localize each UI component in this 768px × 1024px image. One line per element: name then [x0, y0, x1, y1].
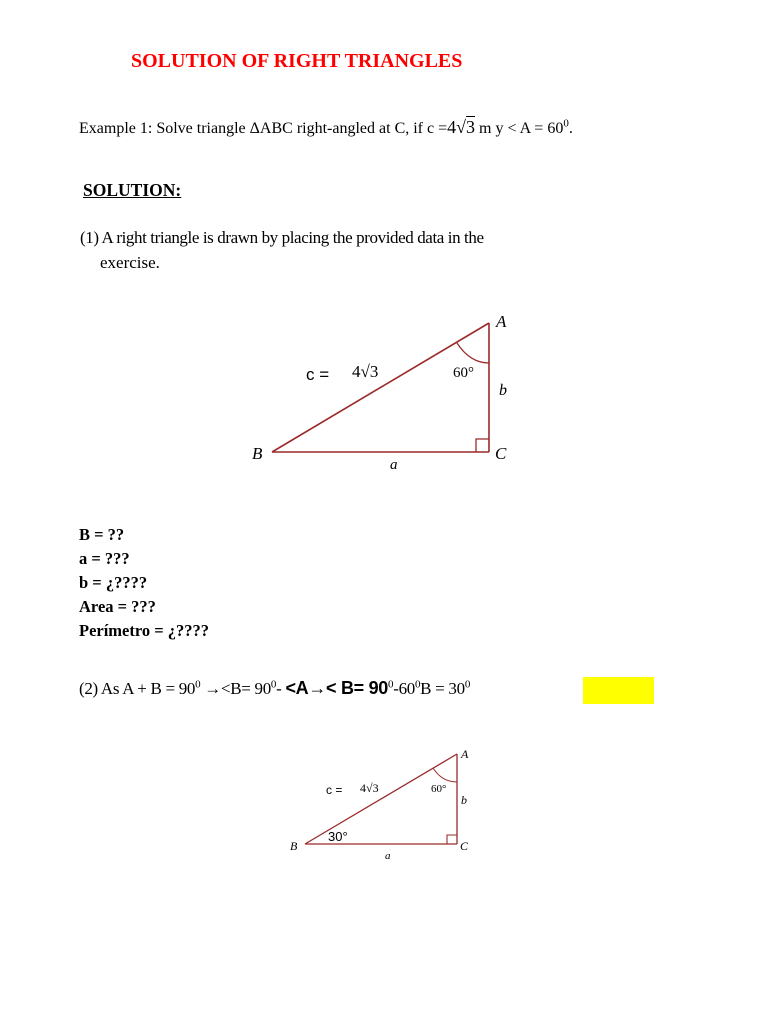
- step1-line2: exercise.: [100, 253, 160, 272]
- vertex-a-2: A: [461, 747, 469, 761]
- c-value-label-2: 4√3: [360, 781, 379, 795]
- step2-part3: -: [276, 679, 286, 698]
- solution-heading: SOLUTION:: [83, 180, 182, 200]
- step2-big: <A→< B= 90: [285, 678, 388, 698]
- step2-equation: [79, 678, 470, 699]
- angle-a-label-2: 60°: [431, 783, 447, 795]
- angle-b-label: 30°: [328, 829, 348, 844]
- side-a-label: a: [390, 457, 398, 473]
- right-angle-marker: [476, 439, 489, 452]
- question-b: B = ??: [79, 525, 125, 544]
- c-label: c =: [306, 365, 330, 384]
- triangle-figure-2: [280, 740, 490, 870]
- step2-part4: -60: [393, 679, 415, 698]
- page-title: SOLUTION OF RIGHT TRIANGLES: [131, 50, 463, 72]
- right-angle-marker-2: [447, 835, 457, 844]
- triangle-figure-1: [240, 305, 530, 485]
- example-statement: [79, 117, 573, 138]
- vertex-c-2: C: [460, 839, 469, 853]
- question-side-b: b = ¿????: [79, 573, 148, 592]
- vertex-b-2: B: [290, 839, 298, 853]
- example-mid: ABC right-angled at C, if c =: [259, 120, 448, 137]
- question-a: a = ???: [79, 549, 130, 568]
- step2-sup5: 0: [464, 678, 471, 691]
- step1-line1: (1) A right triangle is drawn by placing the provided data in the: [80, 228, 484, 247]
- triangle1-hypotenuse: [272, 323, 489, 452]
- sqrt-argument: 3: [466, 117, 476, 137]
- yellow-highlight: [583, 677, 654, 704]
- c-value-label: 4√3: [352, 362, 379, 381]
- step2-sup4: 0: [414, 678, 421, 691]
- example-lead: Example 1: Solve triangle: [79, 120, 250, 137]
- angle-a-arc: [457, 343, 489, 363]
- step2-sup2: 0: [270, 678, 277, 691]
- example-end: .: [568, 120, 573, 137]
- question-area: Area = ???: [79, 597, 156, 616]
- side-a-label-2: a: [385, 850, 391, 862]
- degree-superscript: 0: [563, 117, 569, 130]
- angle-a-label: 60°: [453, 365, 474, 381]
- vertex-a: A: [496, 312, 507, 331]
- delta-symbol: Δ: [249, 120, 260, 137]
- question-perimeter: Perímetro = ¿????: [79, 621, 210, 640]
- vertex-c: C: [495, 444, 507, 463]
- step2-part5: B = 30: [420, 679, 465, 698]
- step2-sup1: 0: [195, 678, 201, 691]
- vertex-b: B: [252, 444, 263, 463]
- c-value: 4: [447, 117, 457, 137]
- step2-part2: →<B= 90: [200, 679, 271, 698]
- side-b-label: b: [499, 382, 507, 399]
- side-b-label-2: b: [461, 793, 467, 807]
- example-tail: m y < A = 60: [475, 120, 564, 137]
- angle-a-arc-2: [433, 768, 457, 782]
- c-label-2: c =: [326, 783, 343, 797]
- step2-part1: (2) As A + B = 90: [79, 679, 196, 698]
- step2-sup3: 0: [388, 678, 394, 691]
- sqrt-symbol: √: [456, 117, 467, 137]
